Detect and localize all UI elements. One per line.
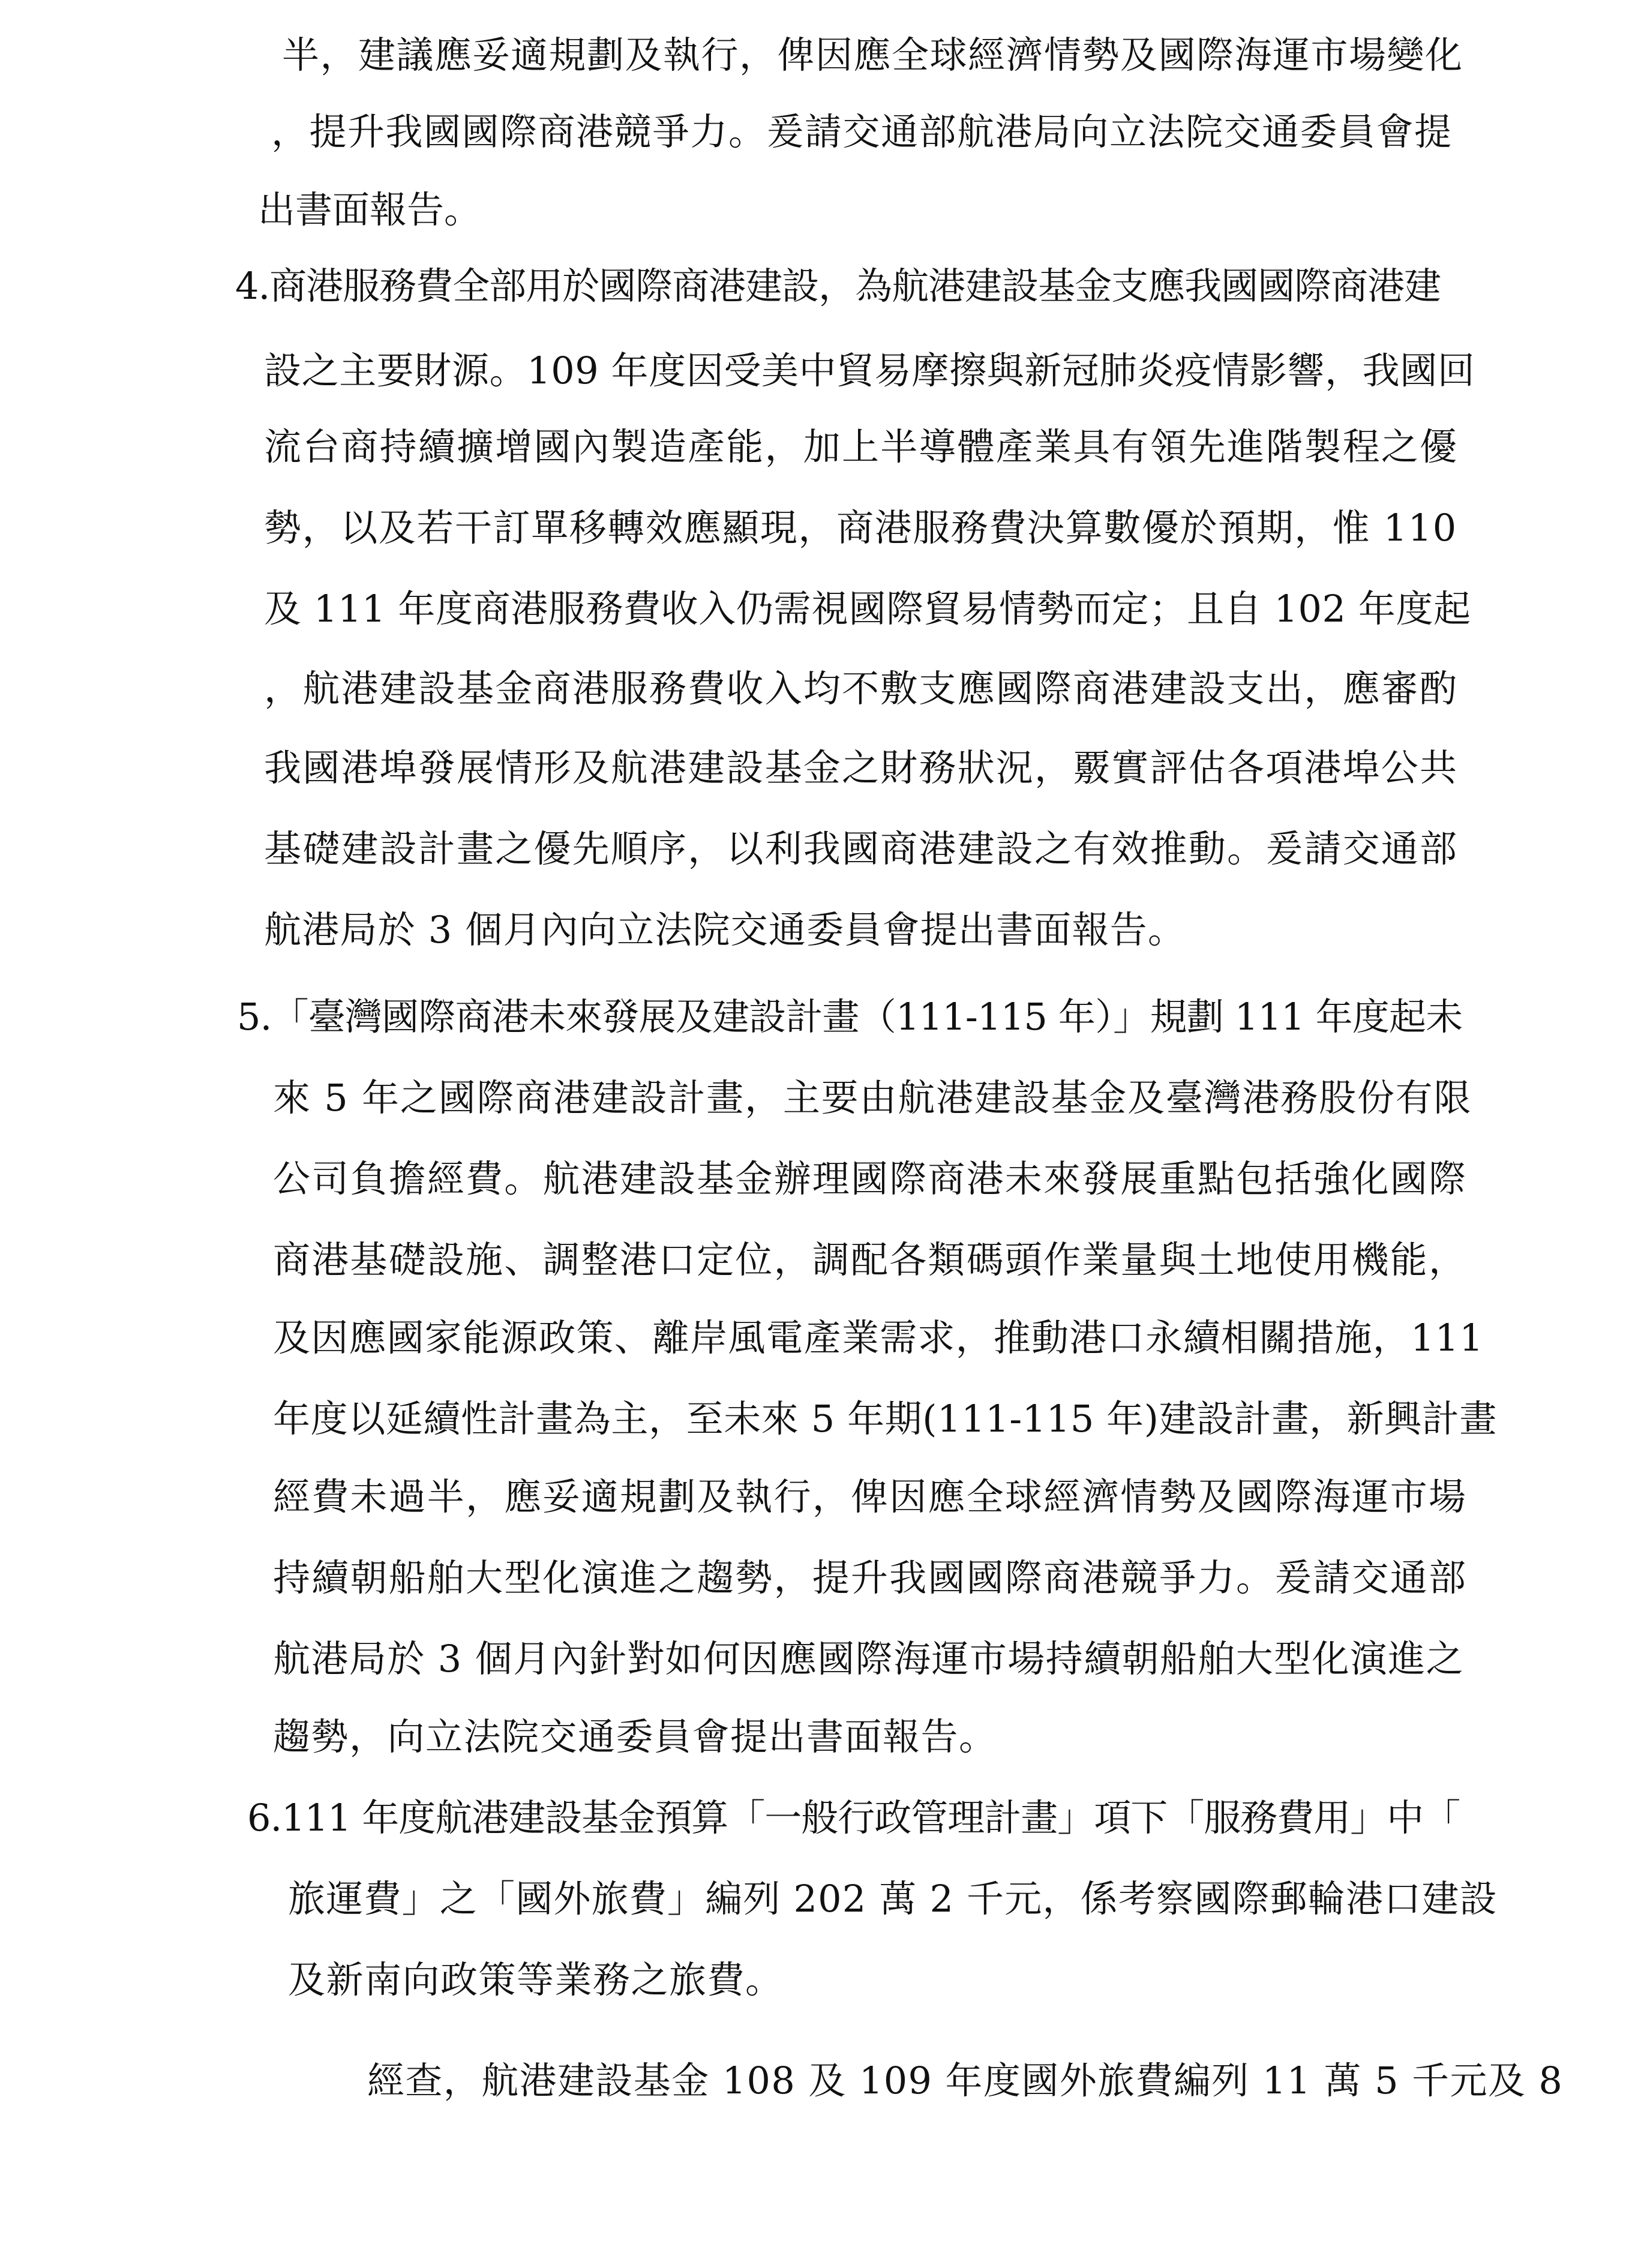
text-line: 流台商持續擴增國內製造產能，加上半導體產業具有領先進階製程之優 (264, 425, 1459, 469)
text-line: 年度以延續性計畫為主，至未來 5 年期(111-115 年)建設計畫，新興計畫 (273, 1397, 1497, 1441)
text-line: 經查，航港建設基金 108 及 109 年度國外旅費編列 11 萬 5 千元及 8 (367, 2059, 1564, 2102)
text-line: 我國港埠發展情形及航港建設基金之財務狀況，覈實評估各項港埠公共 (264, 746, 1459, 790)
list-item-5-first-line: 5.「臺灣國際商港未來發展及建設計畫（111-115 年）」規劃 111 年度起未 (237, 995, 1463, 1039)
text-line: 及因應國家能源政策、離岸風電產業需求，推動港口永續相關措施，111 (273, 1316, 1484, 1360)
text-line: 勢，以及若干訂單移轉效應顯現，商港服務費決算數優於預期，惟 110 (264, 506, 1457, 550)
text-line: 及新南向政策等業務之旅費。 (288, 1958, 784, 2002)
text-line: 經費未過半，應妥適規劃及執行，俾因應全球經濟情勢及國際海運市場 (273, 1475, 1468, 1519)
text-line: ，提升我國國際商港競爭力。爰請交通部航港局向立法院交通委員會提 (271, 110, 1453, 154)
text-line: 持續朝船舶大型化演進之趨勢，提升我國國際商港競爭力。爰請交通部 (273, 1556, 1468, 1600)
list-item-4-first-line: 4.商港服務費全部用於國際商港建設，為航港建設基金支應我國國際商港建 (235, 264, 1441, 308)
text-line: 來 5 年之國際商港建設計畫，主要由航港建設基金及臺灣港務股份有限 (273, 1076, 1472, 1120)
text-line: 航港局於 3 個月內向立法院交通委員會提出書面報告。 (264, 908, 1186, 952)
text-line: 基礎建設計畫之優先順序，以利我國商港建設之有效推動。爰請交通部 (264, 827, 1459, 871)
text-line: 旅運費」之「國外旅費」編列 202 萬 2 千元，係考察國際郵輪港口建設 (288, 1877, 1498, 1921)
text-line: 及 111 年度商港服務費收入仍需視國際貿易情勢而定；且自 102 年度起 (264, 587, 1471, 631)
text-line: 公司負擔經費。航港建設基金辦理國際商港未來發展重點包括強化國際 (273, 1157, 1468, 1201)
text-line: 出書面報告。 (258, 188, 482, 232)
text-line: 半，建議應妥適規劃及執行，俾因應全球經濟情勢及國際海運市場變化 (282, 33, 1463, 77)
text-line: 設之主要財源。109 年度因受美中貿易摩擦與新冠肺炎疫情影響，我國回 (264, 349, 1475, 392)
text-line: ，航港建設基金商港服務費收入均不敷支應國際商港建設支出，應審酌 (264, 667, 1459, 710)
list-item-6-first-line: 6.111 年度航港建設基金預算「一般行政管理計畫」項下「服務費用」中「 (247, 1796, 1460, 1840)
text-line: 商港基礎設施、調整港口定位，調配各類碼頭作業量與土地使用機能， (273, 1238, 1468, 1282)
text-line: 航港局於 3 個月內針對如何因應國際海運市場持續朝船舶大型化演進之 (273, 1637, 1465, 1681)
text-line: 趨勢，向立法院交通委員會提出書面報告。 (273, 1715, 997, 1759)
